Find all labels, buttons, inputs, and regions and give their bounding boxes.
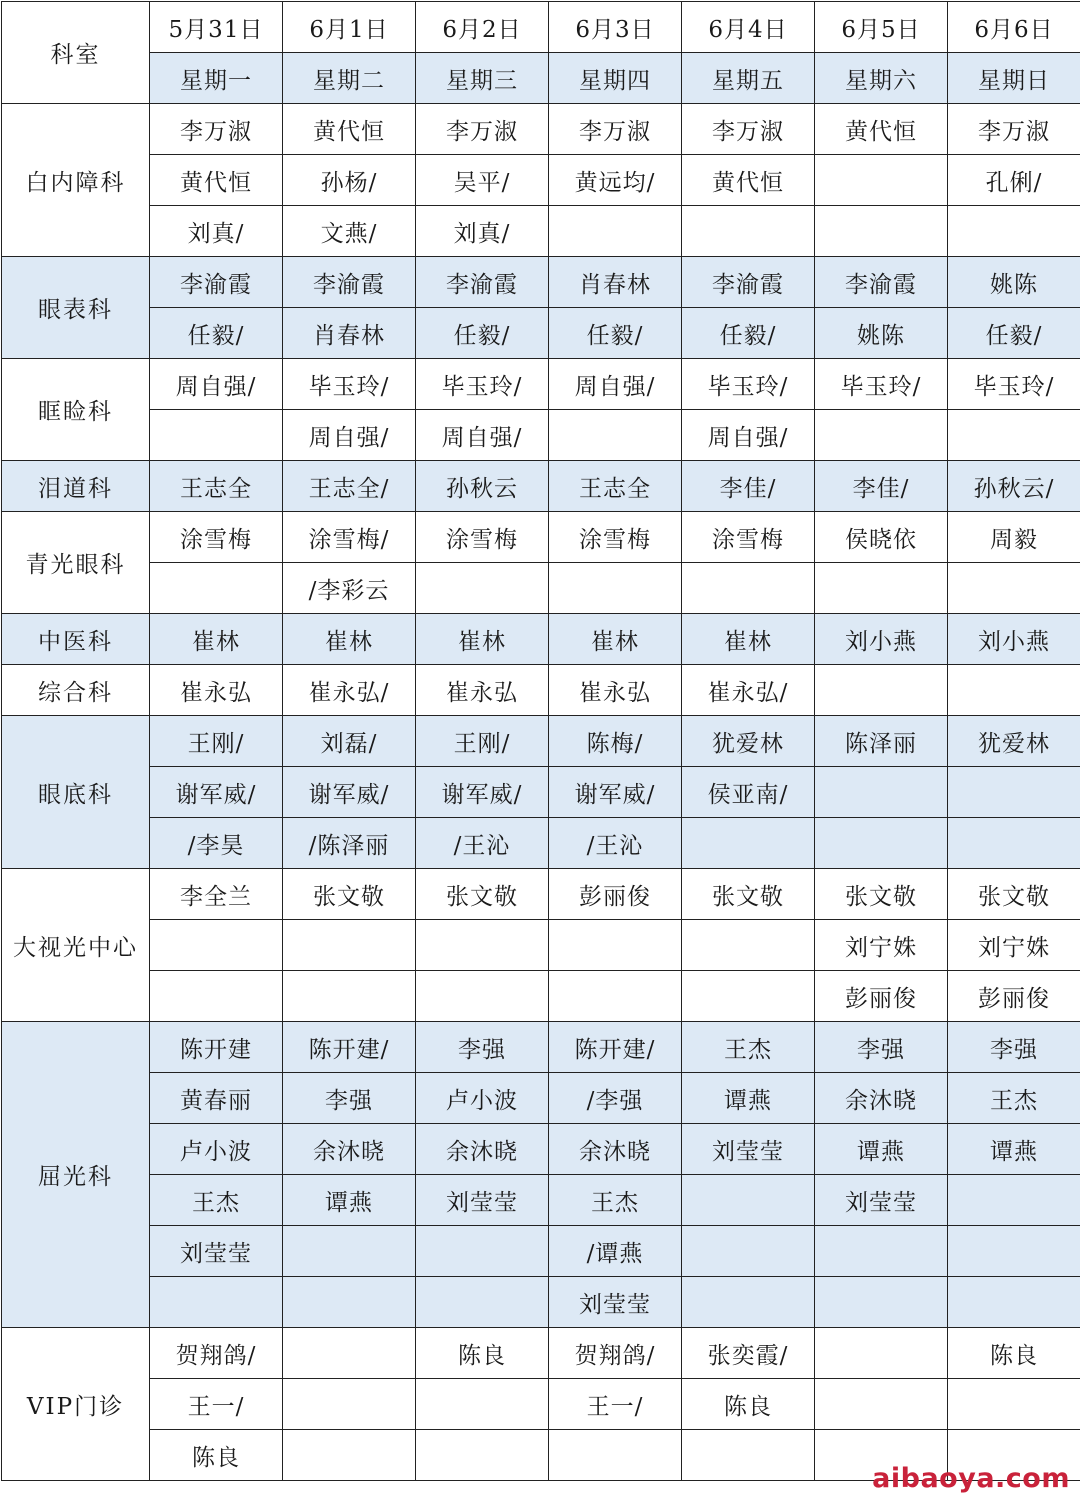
doctor-cell: 谭燕	[283, 1175, 416, 1226]
doctor-cell	[416, 563, 549, 614]
date-header-cell: 5月31日	[150, 2, 283, 53]
department-name-cell: 屈光科	[2, 1022, 150, 1328]
doctor-cell: 任毅/	[682, 308, 815, 359]
schedule-row	[2, 1073, 1080, 1124]
doctor-cell: 李强	[815, 1022, 948, 1073]
schedule-row	[2, 1175, 1080, 1226]
doctor-cell: /李强	[549, 1073, 682, 1124]
doctor-cell: 余沐晓	[549, 1124, 682, 1175]
doctor-cell	[815, 767, 948, 818]
doctor-cell: 李渝霞	[815, 257, 948, 308]
date-header-cell: 6月1日	[283, 2, 416, 53]
doctor-cell: 毕玉玲/	[815, 359, 948, 410]
doctor-cell: 涂雪梅	[150, 512, 283, 563]
doctor-cell: 刘宁姝	[948, 920, 1080, 971]
doctor-cell: 李万淑	[150, 104, 283, 155]
doctor-cell	[283, 1328, 416, 1379]
schedule-row	[2, 1379, 1080, 1430]
doctor-cell: 谭燕	[682, 1073, 815, 1124]
doctor-cell: 彭丽俊	[815, 971, 948, 1022]
doctor-cell: 涂雪梅/	[283, 512, 416, 563]
doctor-cell: 黄代恒	[682, 155, 815, 206]
department-name-cell: 青光眼科	[2, 512, 150, 614]
doctor-cell: /陈泽丽	[283, 818, 416, 869]
doctor-cell: 陈泽丽	[815, 716, 948, 767]
doctor-cell: 王杰	[549, 1175, 682, 1226]
doctor-cell: 王杰	[150, 1175, 283, 1226]
schedule-row	[2, 104, 1080, 155]
schedule-row	[2, 665, 1080, 716]
doctor-cell: /王沁	[416, 818, 549, 869]
doctor-cell: 陈良	[150, 1430, 283, 1481]
dept-column-header: 科室	[2, 2, 150, 104]
doctor-cell: 周自强/	[549, 359, 682, 410]
doctor-cell	[815, 818, 948, 869]
doctor-cell: 陈梅/	[549, 716, 682, 767]
weekday-header-row	[2, 53, 1080, 104]
doctor-cell	[549, 971, 682, 1022]
department-name-cell: 大视光中心	[2, 869, 150, 1022]
doctor-cell	[283, 1226, 416, 1277]
doctor-cell: 刘莹莹	[682, 1124, 815, 1175]
doctor-cell	[815, 1379, 948, 1430]
schedule-row	[2, 1022, 1080, 1073]
date-header-cell: 6月5日	[815, 2, 948, 53]
doctor-cell: 谢军威/	[416, 767, 549, 818]
doctor-cell: 刘宁姝	[815, 920, 948, 971]
doctor-cell	[283, 920, 416, 971]
doctor-cell	[150, 563, 283, 614]
watermark-text: aibaoya.com	[872, 1463, 1070, 1494]
doctor-cell	[948, 1175, 1080, 1226]
doctor-cell: 李万淑	[549, 104, 682, 155]
doctor-cell: 谭燕	[948, 1124, 1080, 1175]
doctor-cell	[283, 1277, 416, 1328]
doctor-cell	[948, 767, 1080, 818]
doctor-cell: 余沐晓	[815, 1073, 948, 1124]
doctor-cell	[948, 818, 1080, 869]
doctor-cell	[815, 563, 948, 614]
doctor-cell: 崔林	[150, 614, 283, 665]
doctor-cell: 崔林	[416, 614, 549, 665]
doctor-cell: 孙杨/	[283, 155, 416, 206]
doctor-cell: 陈良	[416, 1328, 549, 1379]
doctor-cell: 刘莹莹	[416, 1175, 549, 1226]
doctor-cell	[416, 971, 549, 1022]
department-name-cell: VIP门诊	[2, 1328, 150, 1481]
doctor-cell: 王刚/	[416, 716, 549, 767]
doctor-cell	[549, 920, 682, 971]
schedule-row	[2, 767, 1080, 818]
doctor-cell: 崔永弘	[416, 665, 549, 716]
schedule-row	[2, 716, 1080, 767]
doctor-cell	[948, 665, 1080, 716]
doctor-cell: 张文敬	[815, 869, 948, 920]
doctor-cell: 谢军威/	[283, 767, 416, 818]
doctor-cell: 刘莹莹	[150, 1226, 283, 1277]
doctor-cell: 犹爱林	[682, 716, 815, 767]
doctor-cell	[283, 1379, 416, 1430]
doctor-cell: 崔永弘/	[682, 665, 815, 716]
weekday-header-cell: 星期三	[416, 53, 549, 104]
doctor-cell: 涂雪梅	[682, 512, 815, 563]
department-name-cell: 眼表科	[2, 257, 150, 359]
doctor-cell	[948, 410, 1080, 461]
doctor-cell: 任毅/	[549, 308, 682, 359]
doctor-cell: /李彩云	[283, 563, 416, 614]
doctor-cell: 王杰	[948, 1073, 1080, 1124]
date-header-cell: 6月4日	[682, 2, 815, 53]
doctor-cell	[948, 206, 1080, 257]
department-name-cell: 白内障科	[2, 104, 150, 257]
doctor-cell: 李万淑	[416, 104, 549, 155]
doctor-cell: 余沐晓	[416, 1124, 549, 1175]
schedule-row	[2, 410, 1080, 461]
doctor-cell: 李渝霞	[416, 257, 549, 308]
doctor-cell	[416, 1226, 549, 1277]
department-name-cell: 中医科	[2, 614, 150, 665]
schedule-body	[2, 2, 1080, 1481]
doctor-cell: 侯亚南/	[682, 767, 815, 818]
doctor-cell: 毕玉玲/	[682, 359, 815, 410]
doctor-cell: 卢小波	[416, 1073, 549, 1124]
doctor-cell	[948, 1379, 1080, 1430]
doctor-cell: 贺翔鸽/	[549, 1328, 682, 1379]
doctor-cell	[682, 1175, 815, 1226]
doctor-cell: 王一/	[549, 1379, 682, 1430]
doctor-cell	[948, 1277, 1080, 1328]
schedule-row	[2, 818, 1080, 869]
doctor-cell	[682, 1277, 815, 1328]
doctor-cell: 李佳/	[815, 461, 948, 512]
doctor-cell	[549, 206, 682, 257]
doctor-cell: 刘莹莹	[549, 1277, 682, 1328]
schedule-row	[2, 920, 1080, 971]
doctor-cell: 肖春林	[549, 257, 682, 308]
doctor-cell: 周自强/	[150, 359, 283, 410]
weekday-header-cell: 星期二	[283, 53, 416, 104]
doctor-cell: 吴平/	[416, 155, 549, 206]
schedule-row	[2, 308, 1080, 359]
doctor-cell: 孙秋云/	[948, 461, 1080, 512]
department-name-cell: 泪道科	[2, 461, 150, 512]
weekday-header-cell: 星期六	[815, 53, 948, 104]
doctor-cell	[948, 563, 1080, 614]
doctor-cell: 任毅/	[416, 308, 549, 359]
doctor-cell: 王刚/	[150, 716, 283, 767]
doctor-cell: 黄代恒	[150, 155, 283, 206]
doctor-cell: 周自强/	[682, 410, 815, 461]
doctor-cell: 李渝霞	[150, 257, 283, 308]
doctor-cell	[815, 155, 948, 206]
doctor-cell: 刘莹莹	[815, 1175, 948, 1226]
doctor-cell: 李渝霞	[283, 257, 416, 308]
doctor-cell: /李昊	[150, 818, 283, 869]
doctor-cell: 陈开建/	[549, 1022, 682, 1073]
doctor-cell: 周自强/	[416, 410, 549, 461]
weekday-header-cell: 星期五	[682, 53, 815, 104]
doctor-cell: 李强	[416, 1022, 549, 1073]
doctor-cell: 刘真/	[416, 206, 549, 257]
doctor-cell: 贺翔鸽/	[150, 1328, 283, 1379]
date-header-row	[2, 2, 1080, 53]
doctor-cell	[549, 1430, 682, 1481]
doctor-cell	[150, 410, 283, 461]
weekday-header-cell: 星期四	[549, 53, 682, 104]
doctor-cell	[682, 1430, 815, 1481]
doctor-cell	[815, 1226, 948, 1277]
doctor-cell: 崔林	[283, 614, 416, 665]
doctor-cell: 刘磊/	[283, 716, 416, 767]
doctor-cell: 崔林	[682, 614, 815, 665]
doctor-cell: 陈良	[682, 1379, 815, 1430]
doctor-cell: 张奕霞/	[682, 1328, 815, 1379]
doctor-cell: 刘小燕	[815, 614, 948, 665]
doctor-cell: /王沁	[549, 818, 682, 869]
doctor-cell: 李强	[283, 1073, 416, 1124]
schedule-row	[2, 1277, 1080, 1328]
schedule-row	[2, 1226, 1080, 1277]
doctor-cell: 毕玉玲/	[283, 359, 416, 410]
date-header-cell: 6月6日	[948, 2, 1080, 53]
doctor-cell	[416, 920, 549, 971]
doctor-cell: 孙秋云	[416, 461, 549, 512]
doctor-cell: 姚陈	[815, 308, 948, 359]
duty-schedule-table	[1, 1, 1080, 1481]
doctor-cell: 刘真/	[150, 206, 283, 257]
doctor-cell: 侯晓依	[815, 512, 948, 563]
doctor-cell: 涂雪梅	[416, 512, 549, 563]
schedule-row	[2, 869, 1080, 920]
doctor-cell: 崔林	[549, 614, 682, 665]
doctor-cell: 李万淑	[948, 104, 1080, 155]
doctor-cell: 涂雪梅	[549, 512, 682, 563]
doctor-cell	[682, 563, 815, 614]
doctor-cell: 毕玉玲/	[416, 359, 549, 410]
doctor-cell: 王志全	[150, 461, 283, 512]
doctor-cell: 王杰	[682, 1022, 815, 1073]
doctor-cell: 张文敬	[948, 869, 1080, 920]
doctor-cell: 余沐晓	[283, 1124, 416, 1175]
schedule-row	[2, 563, 1080, 614]
doctor-cell: 李全兰	[150, 869, 283, 920]
doctor-cell: 任毅/	[948, 308, 1080, 359]
doctor-cell	[815, 665, 948, 716]
doctor-cell	[682, 920, 815, 971]
department-name-cell: 眼底科	[2, 716, 150, 869]
doctor-cell: 黄远均/	[549, 155, 682, 206]
weekday-header-cell: 星期日	[948, 53, 1080, 104]
doctor-cell	[150, 971, 283, 1022]
doctor-cell: 毕玉玲/	[948, 359, 1080, 410]
schedule-row	[2, 1124, 1080, 1175]
doctor-cell	[150, 920, 283, 971]
doctor-cell: 张文敬	[682, 869, 815, 920]
doctor-cell	[549, 563, 682, 614]
schedule-row	[2, 614, 1080, 665]
doctor-cell: 任毅/	[150, 308, 283, 359]
doctor-cell: 谢军威/	[549, 767, 682, 818]
schedule-row	[2, 206, 1080, 257]
doctor-cell: 谭燕	[815, 1124, 948, 1175]
schedule-row	[2, 512, 1080, 563]
doctor-cell	[283, 971, 416, 1022]
doctor-cell: 王一/	[150, 1379, 283, 1430]
doctor-cell: 黄代恒	[283, 104, 416, 155]
doctor-cell: 刘小燕	[948, 614, 1080, 665]
doctor-cell: 陈开建	[150, 1022, 283, 1073]
doctor-cell	[815, 410, 948, 461]
schedule-row	[2, 461, 1080, 512]
doctor-cell: 李渝霞	[682, 257, 815, 308]
schedule-row	[2, 1328, 1080, 1379]
doctor-cell	[682, 971, 815, 1022]
doctor-cell	[948, 1226, 1080, 1277]
department-name-cell: 眶睑科	[2, 359, 150, 461]
schedule-row	[2, 359, 1080, 410]
schedule-row	[2, 155, 1080, 206]
doctor-cell	[549, 410, 682, 461]
schedule-row	[2, 971, 1080, 1022]
doctor-cell: 李佳/	[682, 461, 815, 512]
doctor-cell	[150, 1277, 283, 1328]
doctor-cell	[815, 1328, 948, 1379]
doctor-cell	[682, 206, 815, 257]
doctor-cell	[682, 1226, 815, 1277]
doctor-cell: 谢军威/	[150, 767, 283, 818]
doctor-cell: 陈开建/	[283, 1022, 416, 1073]
date-header-cell: 6月2日	[416, 2, 549, 53]
date-header-cell: 6月3日	[549, 2, 682, 53]
doctor-cell: 黄春丽	[150, 1073, 283, 1124]
doctor-cell	[416, 1277, 549, 1328]
doctor-cell: 肖春林	[283, 308, 416, 359]
doctor-cell: 卢小波	[150, 1124, 283, 1175]
doctor-cell: 黄代恒	[815, 104, 948, 155]
doctor-cell	[416, 1379, 549, 1430]
doctor-cell: 王志全/	[283, 461, 416, 512]
doctor-cell: 姚陈	[948, 257, 1080, 308]
doctor-cell: 张文敬	[283, 869, 416, 920]
doctor-cell: 崔永弘	[549, 665, 682, 716]
doctor-cell: 周自强/	[283, 410, 416, 461]
department-name-cell: 综合科	[2, 665, 150, 716]
doctor-cell	[283, 1430, 416, 1481]
doctor-cell: 彭丽俊	[948, 971, 1080, 1022]
doctor-cell: 张文敬	[416, 869, 549, 920]
doctor-cell: 王志全	[549, 461, 682, 512]
doctor-cell: 文燕/	[283, 206, 416, 257]
doctor-cell	[416, 1430, 549, 1481]
doctor-cell: /谭燕	[549, 1226, 682, 1277]
doctor-cell: 周毅	[948, 512, 1080, 563]
doctor-cell	[815, 1277, 948, 1328]
doctor-cell	[815, 206, 948, 257]
doctor-cell: 彭丽俊	[549, 869, 682, 920]
doctor-cell: 孔俐/	[948, 155, 1080, 206]
weekday-header-cell: 星期一	[150, 53, 283, 104]
doctor-cell: 崔永弘	[150, 665, 283, 716]
schedule-row	[2, 257, 1080, 308]
doctor-cell	[682, 818, 815, 869]
doctor-cell: 犹爱林	[948, 716, 1080, 767]
doctor-cell: 陈良	[948, 1328, 1080, 1379]
doctor-cell: 李万淑	[682, 104, 815, 155]
doctor-cell: 崔永弘/	[283, 665, 416, 716]
doctor-cell: 李强	[948, 1022, 1080, 1073]
